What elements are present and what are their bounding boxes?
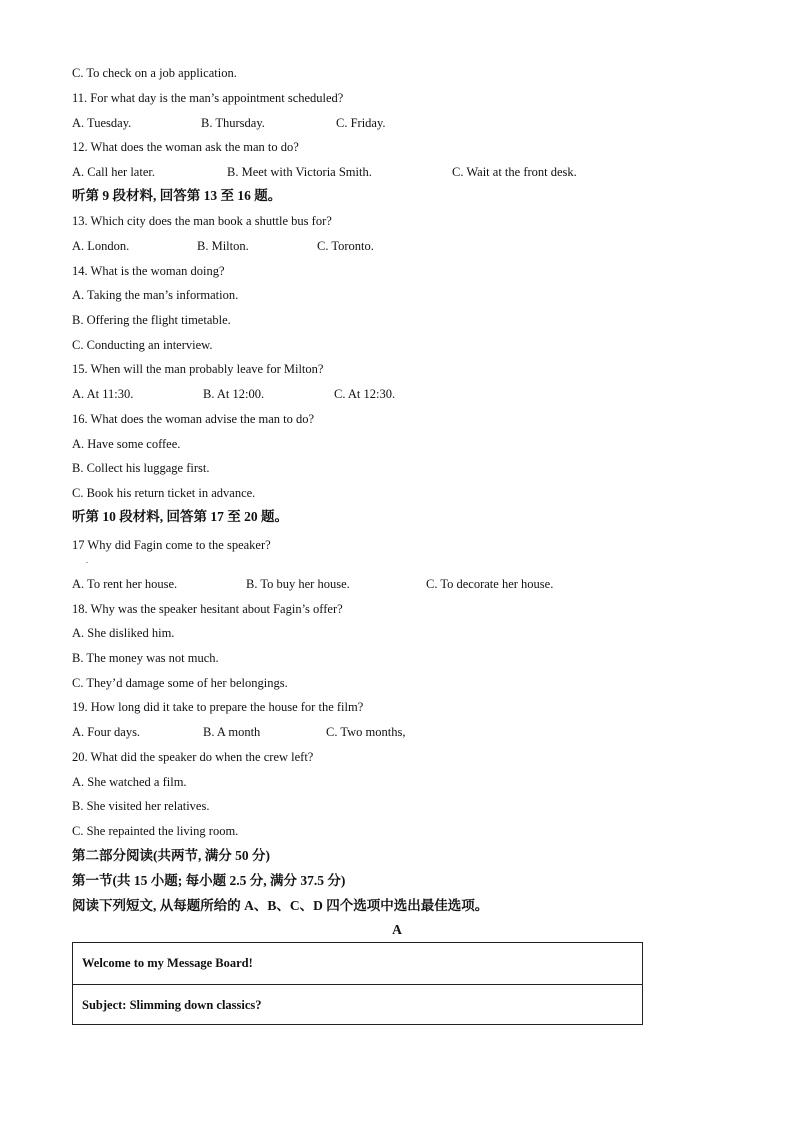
q14-option-b: B. Offering the flight timetable. (72, 313, 231, 327)
q11-option-a: A. Tuesday. (72, 116, 132, 130)
q19-option-a: A. Four days. (72, 725, 141, 739)
q12-option-a: A. Call her later. (72, 165, 155, 179)
q11-option-c: C. Friday. (336, 116, 386, 130)
q13-option-b: B. Milton. (197, 239, 249, 253)
q18-option-c: C. They’d damage some of her belongings. (72, 676, 288, 690)
q17-option-b: B. To buy her house. (246, 577, 350, 591)
question-19: 19. How long did it take to prepare the house for the film? (72, 700, 364, 714)
q17-option-a: A. To rent her house. (72, 577, 178, 591)
q16-option-c: C. Book his return ticket in advance. (72, 486, 256, 500)
question-16: 16. What does the woman advise the man to do? (72, 412, 315, 426)
q11-option-b: B. Thursday. (201, 116, 265, 130)
message-board-box (72, 942, 643, 1025)
q14-option-c: C. Conducting an interview. (72, 338, 213, 352)
question-13: 13. Which city does the man book a shuttle bus for? (72, 214, 332, 228)
part-two-heading: 第二部分阅读(共两节, 满分 50 分) (72, 848, 270, 863)
q17-option-c: C. To decorate her house. (426, 577, 554, 591)
q15-option-c: C. At 12:30. (334, 387, 396, 401)
question-15: 15. When will the man probably leave for Milton? (72, 362, 324, 376)
message-board-title: Welcome to my Message Board! (82, 956, 253, 970)
section-one-heading: 第一节(共 15 小题; 每小题 2.5 分, 满分 37.5 分) (72, 873, 346, 888)
q13-option-a: A. London. (72, 239, 130, 253)
section-heading-10: 听第 10 段材料, 回答第 17 至 20 题。 (72, 509, 288, 524)
q20-option-c: C. She repainted the living room. (72, 824, 239, 838)
question-14: 14. What is the woman doing? (72, 264, 225, 278)
q16-option-a: A. Have some coffee. (72, 437, 181, 451)
message-board-subject: Subject: Slimming down classics? (73, 984, 642, 1025)
question-12: 12. What does the woman ask the man to do? (72, 140, 299, 154)
q15-option-b: B. At 12:00. (203, 387, 265, 401)
q18-option-b: B. The money was not much. (72, 651, 219, 665)
q20-option-b: B. She visited her relatives. (72, 799, 210, 813)
stray-dot: . (86, 556, 88, 565)
q12-option-b: B. Meet with Victoria Smith. (227, 165, 372, 179)
q16-option-b: B. Collect his luggage first. (72, 461, 210, 475)
reading-instructions: 阅读下列短文, 从每题所给的 A、B、C、D 四个选项中选出最佳选项。 (72, 898, 489, 913)
q19-option-c: C. Two months, (326, 725, 406, 739)
q12-option-c: C. Wait at the front desk. (452, 165, 577, 179)
q13-option-c: C. Toronto. (317, 239, 374, 253)
q19-option-b: B. A month (203, 725, 261, 739)
question-11: 11. For what day is the man’s appointment scheduled? (72, 91, 344, 105)
question-17: 17 Why did Fagin come to the speaker? (72, 538, 271, 552)
q20-option-a: A. She watched a film. (72, 775, 187, 789)
passage-label: A (392, 922, 402, 937)
question-18: 18. Why was the speaker hesitant about Fagin’s offer? (72, 602, 343, 616)
section-heading-9: 听第 9 段材料, 回答第 13 至 16 题。 (72, 188, 282, 203)
q15-option-a: A. At 11:30. (72, 387, 134, 401)
q18-option-a: A. She disliked him. (72, 626, 175, 640)
q10-option-c: C. To check on a job application. (72, 66, 237, 80)
question-20: 20. What did the speaker do when the crew left? (72, 750, 314, 764)
q14-option-a: A. Taking the man’s information. (72, 288, 239, 302)
